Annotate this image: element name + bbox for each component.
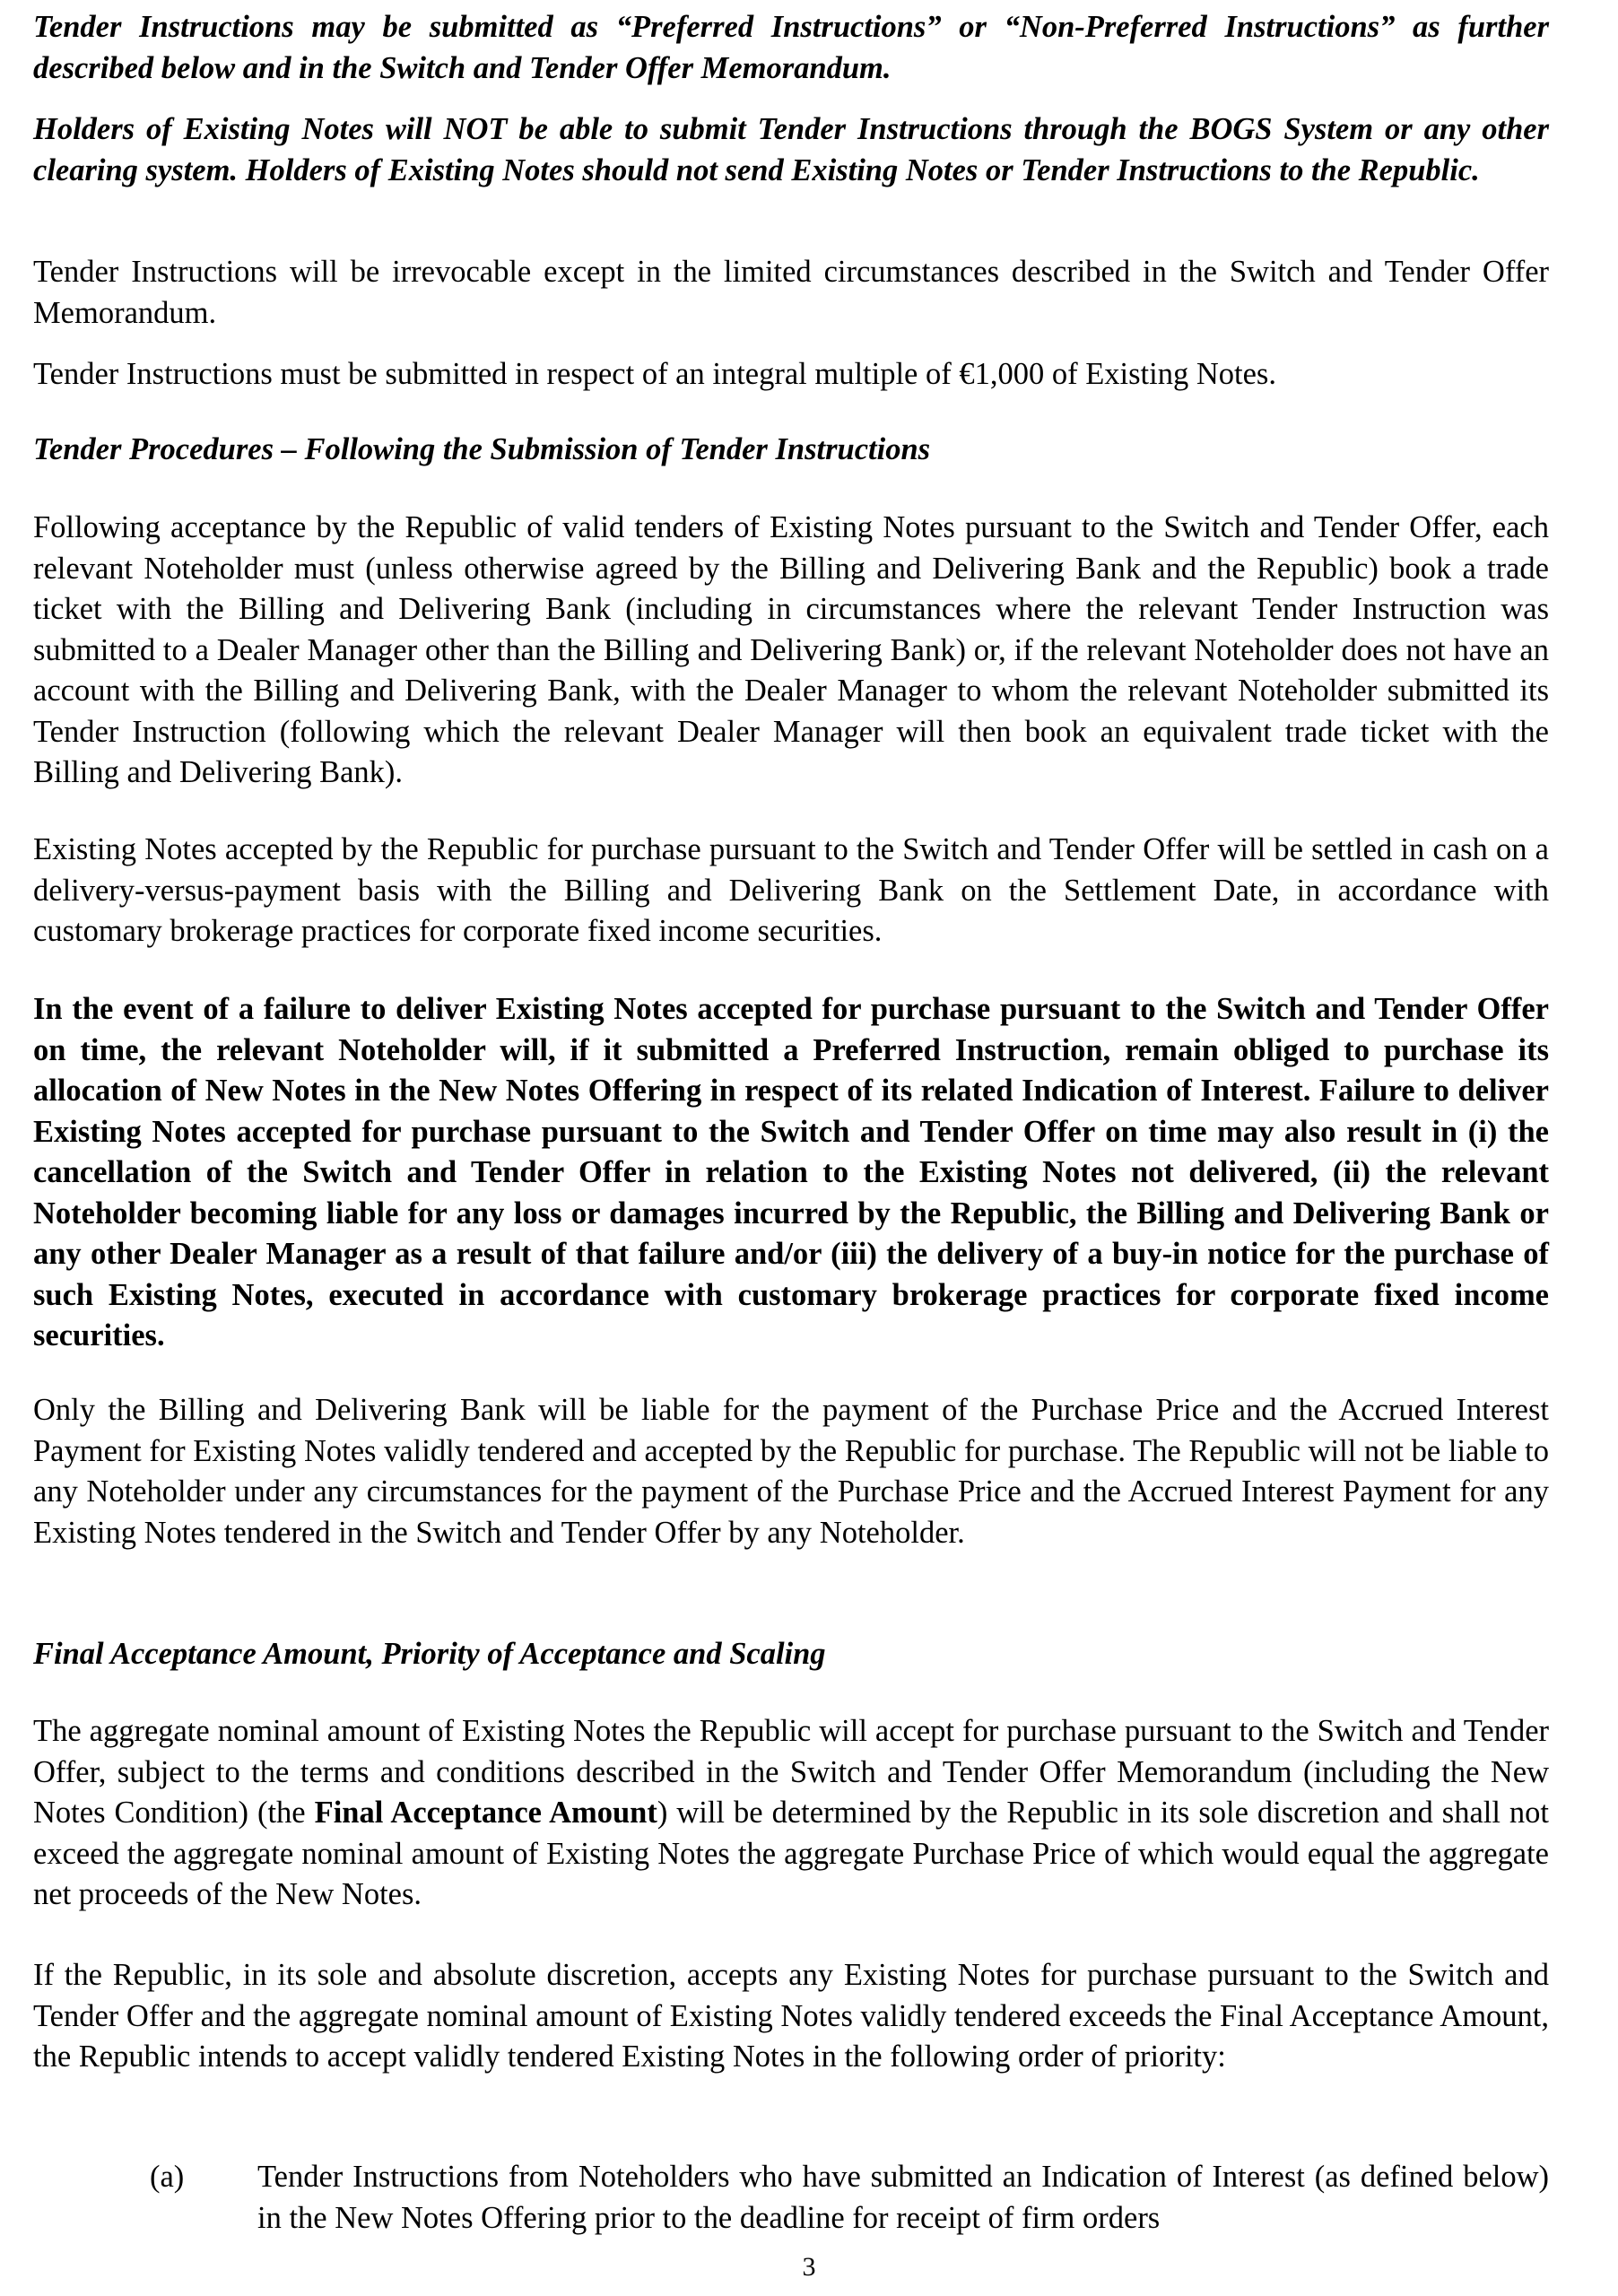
paragraph-liability: Only the Billing and Delivering Bank will be liable for the payment of the Purchase Price and the Accrued Interest Payment for Existing Notes validly tendered and accepted by the Republic for purchase. The Republic will not be liable to any Noteholder under any circumstances for the payment of the Purchase Price and the Accrued Interest Payment for any Existing Notes tendered in the Switch and Tender Offer by any Noteholder.	[33, 1393, 1549, 1550]
list-marker-a: (a)	[150, 2160, 185, 2194]
paragraph-trade-ticket: Following acceptance by the Republic of valid tenders of Existing Notes pursuant to the Switch and Tender Offer, each relevant Noteholder must (unless otherwise agreed by the Billing and Delivering Bank and the Republic) book a trade ticket with the Billing and Delivering Bank (including in circumstances where the relevant Tender Instruction was submitted to a Dealer Manager other than the Billing and Delivering Bank) or, if the relevant Noteholder does not have an account with the Billing and Delivering Bank, with the Dealer Manager to whom the relevant Noteholder submitted its Tender Instruction (following which the relevant Dealer Manager will then book an equivalent trade ticket with the Billing and Delivering Bank).	[33, 510, 1549, 789]
paragraph-settlement: Existing Notes accepted by the Republic for purchase pursuant to the Switch and Tender Offer will be settled in cash on a delivery-versus-payment basis with the Billing and Delivering Bank on the Settlement Date, in accordance with customary brokerage practices for corporate fixed income securities.	[33, 832, 1549, 948]
list-item-a-text: Tender Instructions from Noteholders who have submitted an Indication of Interest (as defined below) in the New Notes Offering prior to the deadline for receipt of firm orders	[257, 2160, 1549, 2235]
paragraph-failure-to-deliver: In the event of a failure to deliver Existing Notes accepted for purchase pursuant to the Switch and Tender Offer on time, the relevant Noteholder will, if it submitted a Preferred Instruction, remain obliged to purchase its allocation of New Notes in the New Notes Offering in respect of its related Indication of Interest. Failure to deliver Existing Notes accepted for purchase pursuant to the Switch and Tender Offer on time may also result in (i) the cancellation of the Switch and Tender Offer in relation to the Existing Notes not delivered, (ii) the relevant Noteholder becoming liable for any loss or damages incurred by the Republic, the Billing and Delivering Bank or any other Dealer Manager as a result of that failure and/or (iii) the delivery of a buy-in notice for the purchase of such Existing Notes, executed in accordance with customary brokerage practices for corporate fixed income securities.	[33, 992, 1549, 1352]
paragraph-final-acceptance-amount	[33, 1711, 1549, 1916]
page-number: 3	[802, 2252, 816, 2282]
final-acceptance-amount-term: Final Acceptance Amount	[314, 1796, 657, 1830]
paragraph-order-of-priority: If the Republic, in its sole and absolute discretion, accepts any Existing Notes for purchase pursuant to the Switch and Tender Offer and the aggregate nominal amount of Existing Notes validly tendered exceeds the Final Acceptance Amount, the Republic intends to accept validly tendered Existing Notes in the following order of priority:	[33, 1958, 1549, 2074]
final-acceptance-text-end: ) will be determined by the Republic in its sole discretion and shall not exceed the aggregate nominal amount of Existing Notes the aggregate Purchase Price of which would equal the aggregate net proceeds of the New Notes.	[33, 1796, 1550, 1911]
section-heading-final-acceptance: Final Acceptance Amount, Priority of Acceptance and Scaling	[33, 1637, 826, 1671]
paragraph-integral-multiple: Tender Instructions must be submitted in respect of an integral multiple of €1,000 of Existing Notes.	[33, 357, 1276, 391]
priority-list-item-a	[33, 2157, 1549, 2239]
final-acceptance-text-start: The aggregate nominal amount of Existing Notes the Republic will accept for purchase pursuant to the Switch and Tender Offer, subject to the terms and conditions described in the Switch and Tender Offer Memorandum (including the New Notes Condition) (the	[33, 1714, 1549, 1830]
paragraph-bogs-warning: Holders of Existing Notes will NOT be able to submit Tender Instructions through the BOGS System or any other clearing system. Holders of Existing Notes should not send Existing Notes or Tender Instructions to the Republic.	[33, 112, 1549, 187]
paragraph-instruction-types: Tender Instructions may be submitted as “Preferred Instructions” or “Non-Preferred Instructions” as further described below and in the Switch and Tender Offer Memorandum.	[33, 10, 1549, 85]
section-heading-tender-procedures: Tender Procedures – Following the Submission of Tender Instructions	[33, 432, 931, 466]
paragraph-irrevocable: Tender Instructions will be irrevocable except in the limited circumstances described in the Switch and Tender Offer Memorandum.	[33, 255, 1549, 330]
